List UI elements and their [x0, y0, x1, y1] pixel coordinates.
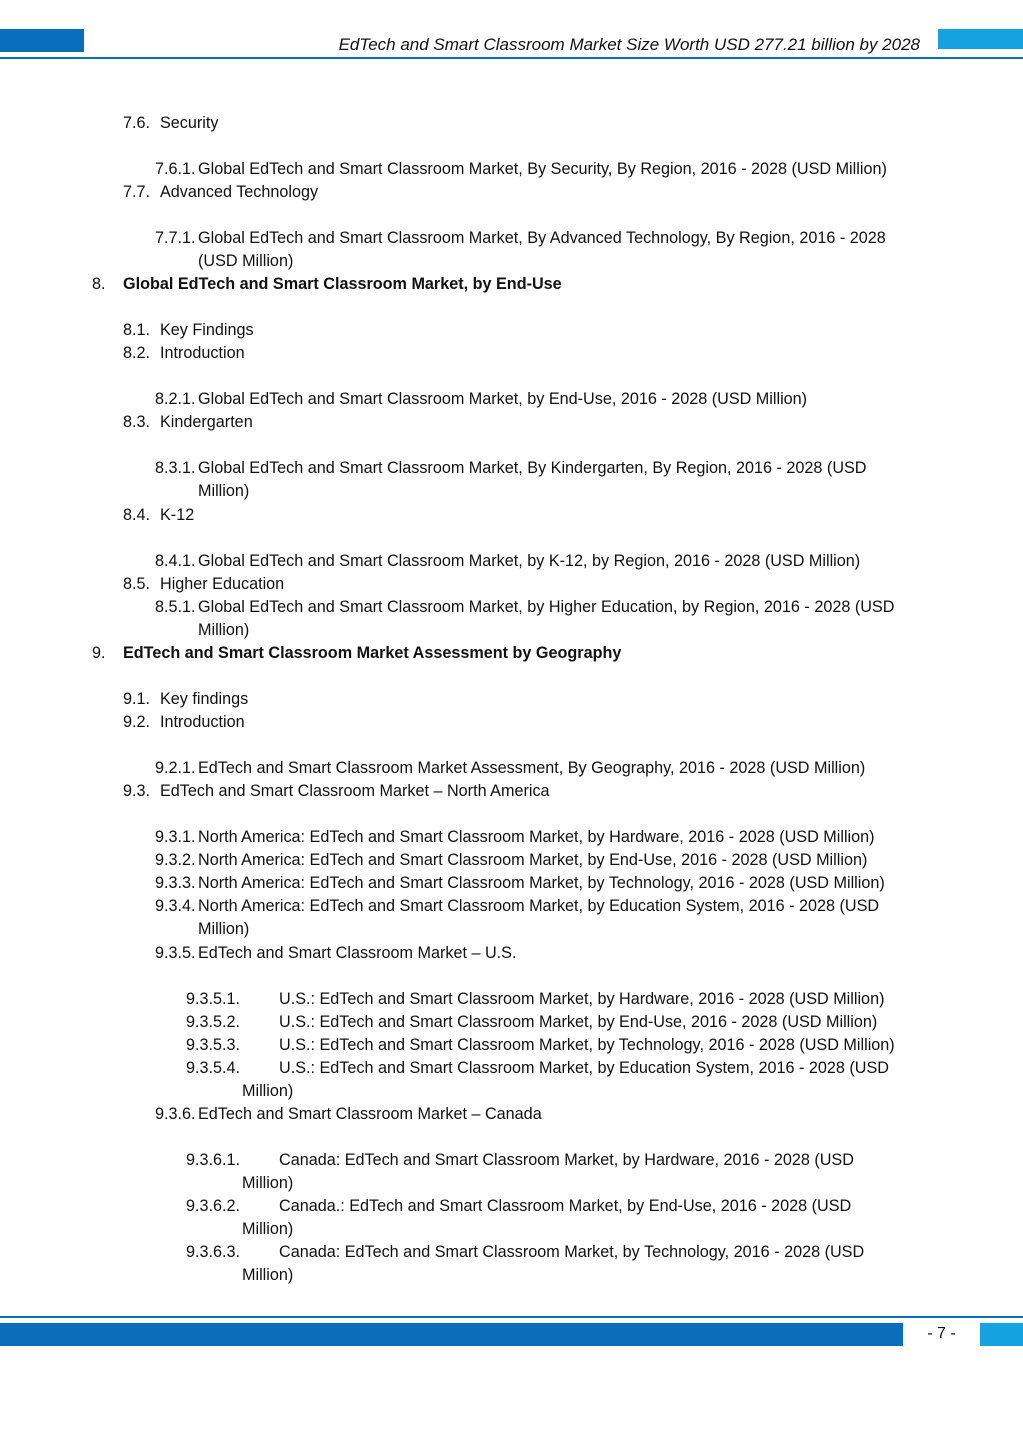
- toc-entry-title: U.S.: EdTech and Smart Classroom Market, by Education System, 2016 - 2028 (USD: [279, 1059, 889, 1077]
- toc-entry-title: EdTech and Smart Classroom Market – North America: [160, 782, 550, 800]
- toc-entry-number: 8.2.: [123, 344, 151, 362]
- toc-entry-number: 9.3.5.1.: [186, 990, 241, 1008]
- toc-entry-title-continuation: Million): [242, 1266, 294, 1284]
- toc-entry-number: 7.7.1.: [155, 229, 196, 247]
- toc-entry-title: Global EdTech and Smart Classroom Market, by K-12, by Region, 2016 - 2028 (USD Million): [198, 552, 861, 570]
- toc-entry-title: North America: EdTech and Smart Classroom Market, by End-Use, 2016 - 2028 (USD Million): [198, 851, 868, 869]
- toc-entry-title: EdTech and Smart Classroom Market Assessment, By Geography, 2016 - 2028 (USD Million): [198, 759, 866, 777]
- toc-entry-title-continuation: Million): [242, 1174, 294, 1192]
- toc-entry-number: 7.6.1.: [155, 160, 196, 178]
- toc-entry-title: U.S.: EdTech and Smart Classroom Market, by End-Use, 2016 - 2028 (USD Million): [279, 1013, 878, 1031]
- toc-entry-number: 9.3.1.: [155, 828, 196, 846]
- toc-entry-title: Introduction: [160, 713, 245, 731]
- toc-entry-title: Global EdTech and Smart Classroom Market, by Higher Education, by Region, 2016 - 2028 (USD: [198, 598, 895, 616]
- footer-bar: [0, 1323, 903, 1346]
- toc-entry-number: 7.6.: [123, 114, 151, 132]
- toc-entry-title-continuation: Million): [198, 920, 250, 938]
- toc-entry-number: 8.4.1.: [155, 552, 196, 570]
- toc-entry-title-continuation: (USD Million): [198, 252, 294, 270]
- toc-entry-title: Higher Education: [160, 575, 285, 593]
- toc-entry-title: Security: [160, 114, 219, 132]
- toc-entry-title: North America: EdTech and Smart Classroom Market, by Education System, 2016 - 2028 (USD: [198, 897, 880, 915]
- toc-entry-number: 9.2.1.: [155, 759, 196, 777]
- toc-entry-title: U.S.: EdTech and Smart Classroom Market, by Technology, 2016 - 2028 (USD Million): [279, 1036, 895, 1054]
- toc-entry-number: 9.3.5.2.: [186, 1013, 241, 1031]
- toc-entry-title: Global EdTech and Smart Classroom Market, by End-Use: [123, 275, 562, 293]
- toc-entry-number: 9.3.3.: [155, 874, 196, 892]
- toc-entry-title: U.S.: EdTech and Smart Classroom Market, by Hardware, 2016 - 2028 (USD Million): [279, 990, 885, 1008]
- toc-entry-title: EdTech and Smart Classroom Market – Canada: [198, 1105, 542, 1123]
- toc-entry-title: EdTech and Smart Classroom Market – U.S.: [198, 944, 517, 962]
- footer-accent-right: [980, 1323, 1023, 1346]
- toc-entry-title: K-12: [160, 506, 195, 524]
- toc-entry-number: 7.7.: [123, 183, 151, 201]
- toc-entry-title: North America: EdTech and Smart Classroom Market, by Hardware, 2016 - 2028 (USD Million): [198, 828, 875, 846]
- toc-entry-title: Canada: EdTech and Smart Classroom Market, by Hardware, 2016 - 2028 (USD: [279, 1151, 854, 1169]
- toc-entry-title: Global EdTech and Smart Classroom Market, By Security, By Region, 2016 - 2028 (USD Million): [198, 160, 887, 178]
- toc-entry-number: 9.: [92, 644, 106, 662]
- toc-entry-number: 9.3.6.: [155, 1105, 196, 1123]
- toc-entry-title: Global EdTech and Smart Classroom Market, by End-Use, 2016 - 2028 (USD Million): [198, 390, 808, 408]
- toc-entry-title: Canada: EdTech and Smart Classroom Market, by Technology, 2016 - 2028 (USD: [279, 1243, 865, 1261]
- toc-entry-number: 9.3.6.1.: [186, 1151, 241, 1169]
- toc-entry-title: Key findings: [160, 690, 249, 708]
- toc-entry-number: 9.3.5.4.: [186, 1059, 241, 1077]
- toc-entry-title: EdTech and Smart Classroom Market Assessment by Geography: [123, 644, 622, 662]
- toc-entry-title: Global EdTech and Smart Classroom Market, By Kindergarten, By Region, 2016 - 2028 (USD: [198, 459, 867, 477]
- toc-entry-title: Global EdTech and Smart Classroom Market, By Advanced Technology, By Region, 2016 - 2028: [198, 229, 886, 247]
- page-number: - 7 -: [927, 1325, 956, 1342]
- toc-entry-number: 8.5.1.: [155, 598, 196, 616]
- toc-entry-number: 8.2.1.: [155, 390, 196, 408]
- toc-entry-number: 8.4.: [123, 506, 151, 524]
- toc-entry-number: 8.5.: [123, 575, 151, 593]
- footer-rule: [0, 1316, 1023, 1318]
- toc-entry-number: 9.3.4.: [155, 897, 196, 915]
- toc-entry-number: 8.: [92, 275, 106, 293]
- toc-entry-title-continuation: Million): [198, 621, 250, 639]
- toc-entry-title-continuation: Million): [198, 482, 250, 500]
- toc-entry-number: 8.3.: [123, 413, 151, 431]
- toc-entry-number: 9.3.: [123, 782, 151, 800]
- toc-entry-number: 9.3.5.: [155, 944, 196, 962]
- toc-entry-title: North America: EdTech and Smart Classroom Market, by Technology, 2016 - 2028 (USD Million): [198, 874, 885, 892]
- toc-entry-number: 9.2.: [123, 713, 151, 731]
- toc-entry-number: 9.3.5.3.: [186, 1036, 241, 1054]
- toc-entry-number: 9.1.: [123, 690, 151, 708]
- toc-entry-number: 9.3.6.2.: [186, 1197, 241, 1215]
- toc-entry-title: Canada.: EdTech and Smart Classroom Market, by End-Use, 2016 - 2028 (USD: [279, 1197, 852, 1215]
- toc-entry-title: Kindergarten: [160, 413, 253, 431]
- toc-entry-title-continuation: Million): [242, 1220, 294, 1238]
- header-title: EdTech and Smart Classroom Market Size Worth USD 277.21 billion by 2028: [338, 35, 920, 54]
- toc-entry-number: 9.3.2.: [155, 851, 196, 869]
- toc-entry-number: 8.3.1.: [155, 459, 196, 477]
- toc-entry-number: 8.1.: [123, 321, 151, 339]
- toc-entry-title-continuation: Million): [242, 1082, 294, 1100]
- toc-entry-title: Advanced Technology: [160, 183, 319, 201]
- toc-entry-number: 9.3.6.3.: [186, 1243, 241, 1261]
- toc-entry-title: Introduction: [160, 344, 245, 362]
- toc-entry-title: Key Findings: [160, 321, 254, 339]
